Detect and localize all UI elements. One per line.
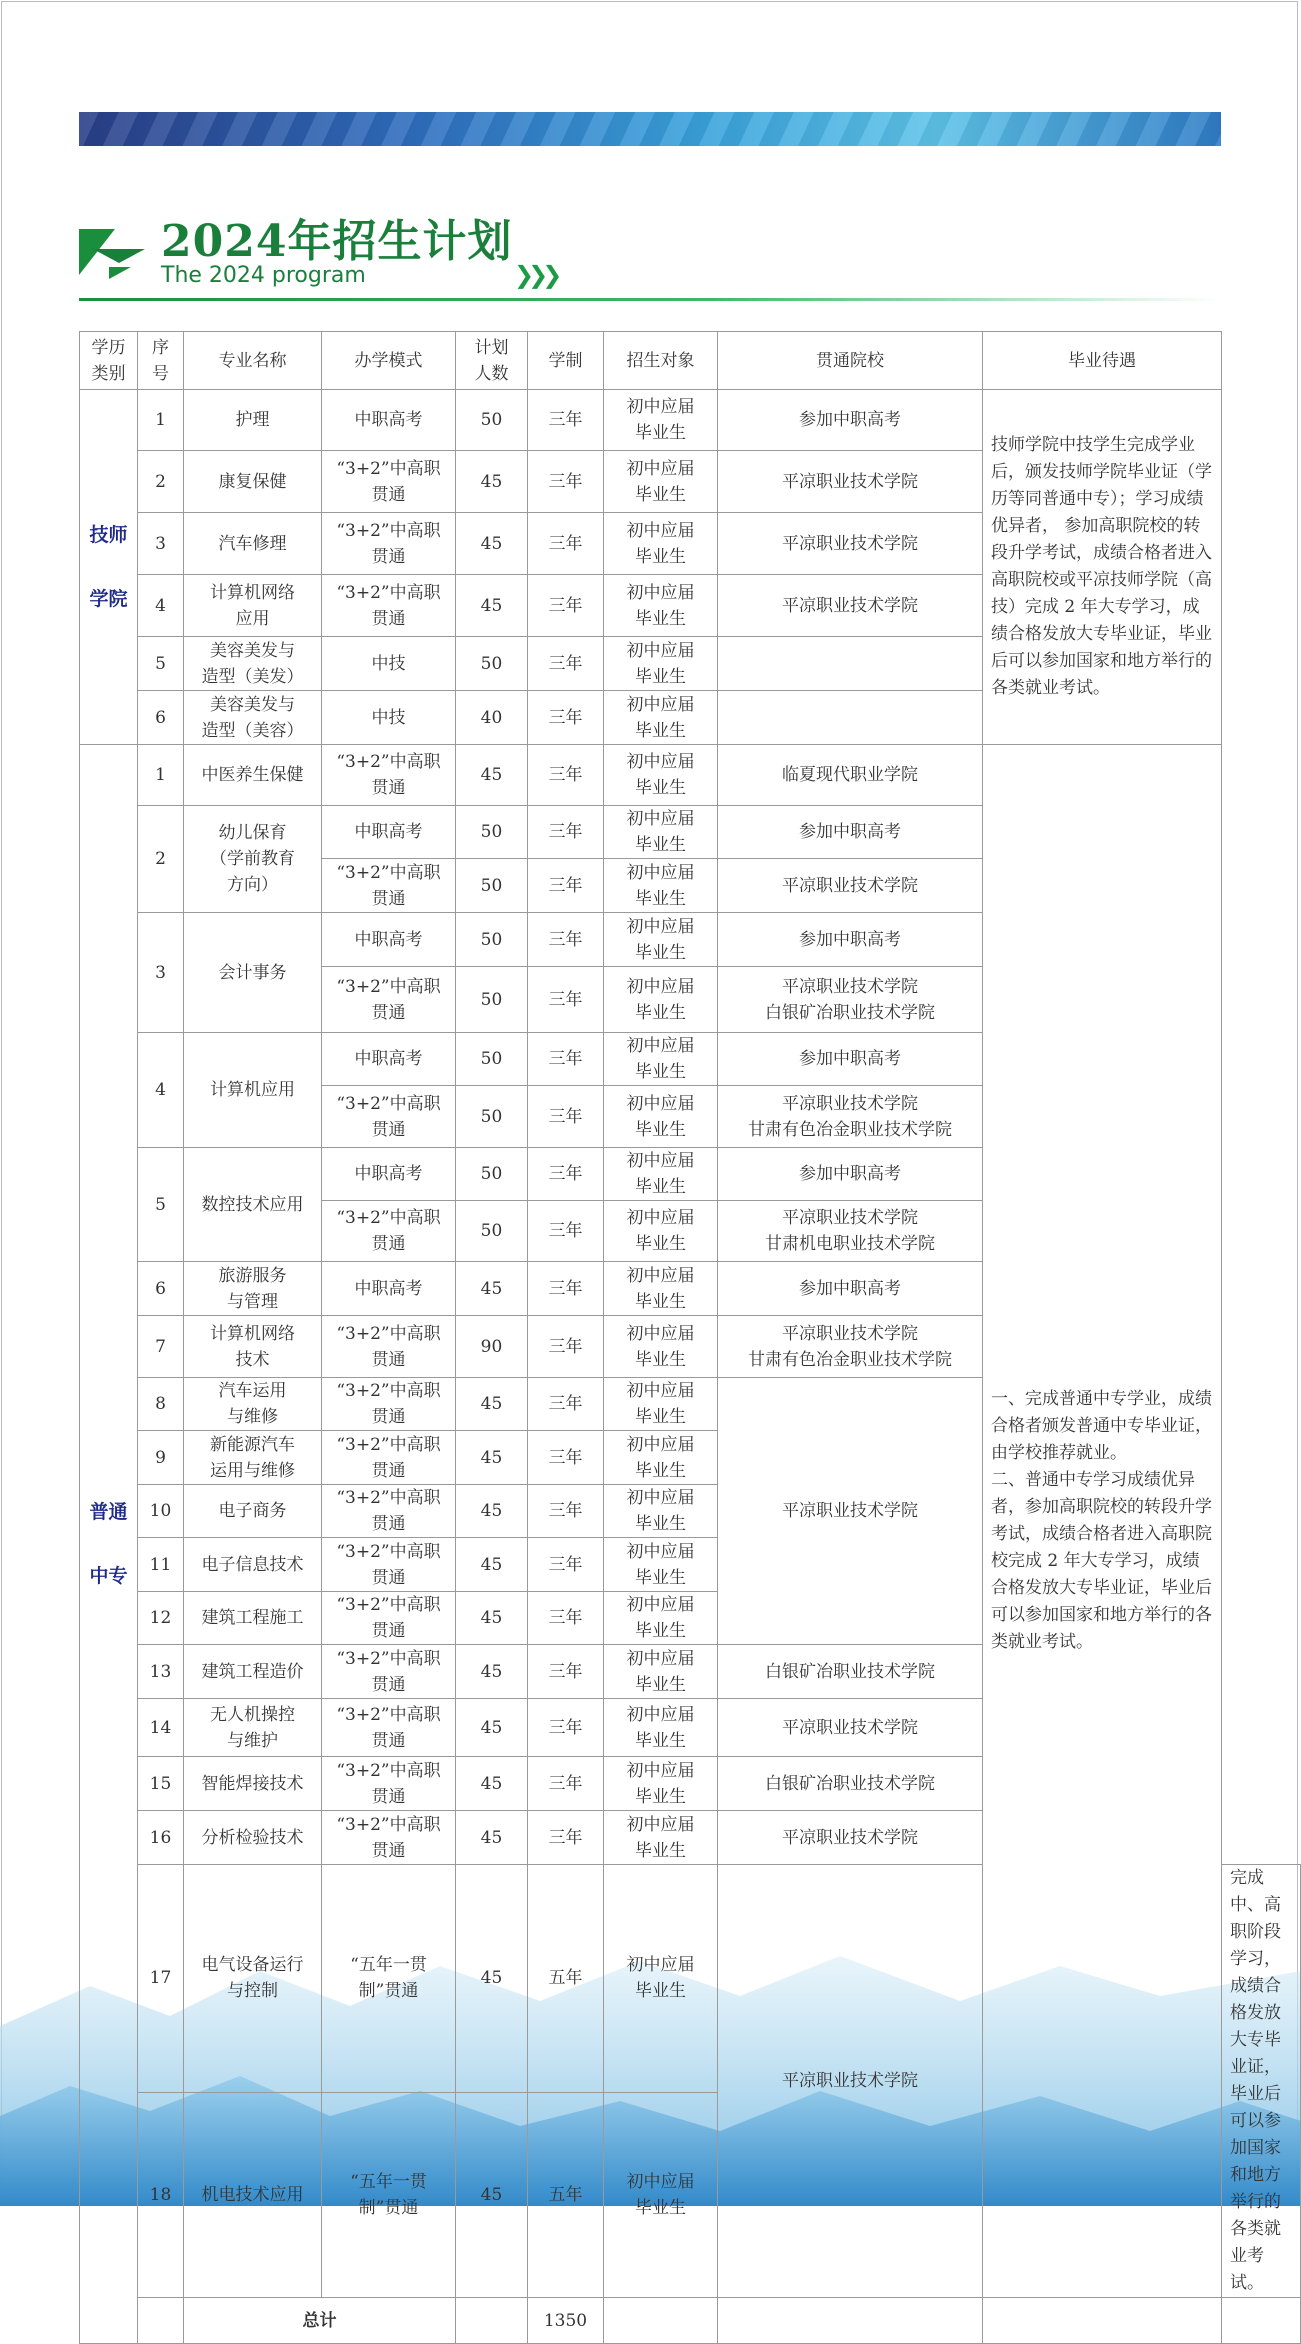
cell-count: 45 xyxy=(456,1538,528,1592)
cell-school: 平凉职业技术学院 xyxy=(718,451,983,513)
cell-target: 初中应届 毕业生 xyxy=(604,513,718,575)
cell-years: 三年 xyxy=(528,1316,604,1378)
cell-no: 13 xyxy=(138,1645,184,1699)
cell-major: 汽车运用 与维修 xyxy=(184,1378,322,1431)
cell-major: 康复保健 xyxy=(184,451,322,513)
header-no: 序 号 xyxy=(138,332,184,390)
cell-target: 初中应届 毕业生 xyxy=(604,745,718,806)
header-banner xyxy=(79,112,1221,146)
header-target: 招生对象 xyxy=(604,332,718,390)
cell-major: 机电技术应用 xyxy=(184,2092,322,2297)
cell-major: 计算机网络 应用 xyxy=(184,575,322,637)
cell-years: 三年 xyxy=(528,967,604,1033)
cell-years: 三年 xyxy=(528,913,604,967)
cell-count: 50 xyxy=(456,1086,528,1148)
cell-school: 白银矿冶职业技术学院 xyxy=(718,1757,983,1811)
category-normal: 普通 中专 xyxy=(80,745,138,2344)
cell-years: 三年 xyxy=(528,1431,604,1485)
cell-mode: “3+2”中高职 贯通 xyxy=(322,1378,456,1431)
cell-target: 初中应届 毕业生 xyxy=(604,1086,718,1148)
cell-target: 初中应届 毕业生 xyxy=(604,1148,718,1201)
cell-no: 11 xyxy=(138,1538,184,1592)
benefit-tech: 技师学院中技学生完成学业后，颁发技师学院毕业证（学历等同普通中专）；学习成绩优异者， 参加高职院校的转段升学考试，成绩合格者进入高职院校或平凉技师学院（高技）完成 2 年大专学习，成绩合格发放大专毕业证，毕业后可以参加国家和地方举行的各类就业考试。 xyxy=(983,390,1222,745)
cell-major: 幼儿保育 （学前教育 方向） xyxy=(184,806,322,913)
cell-count: 45 xyxy=(456,2092,528,2297)
cell-mode: 中职高考 xyxy=(322,1148,456,1201)
cell-mode: “五年一贯 制”贯通 xyxy=(322,1865,456,2093)
cell-major: 汽车修理 xyxy=(184,513,322,575)
cell-major: 数控技术应用 xyxy=(184,1148,322,1262)
cell-target: 初中应届 毕业生 xyxy=(604,451,718,513)
cell-target: 初中应届 毕业生 xyxy=(604,390,718,451)
cell-no: 7 xyxy=(138,1316,184,1378)
cell-mode: 中职高考 xyxy=(322,390,456,451)
cell-years: 三年 xyxy=(528,806,604,859)
cell-no: 3 xyxy=(138,913,184,1033)
page-title: 2024年招生计划 xyxy=(161,216,513,267)
cell-school xyxy=(718,691,983,745)
total-count: 1350 xyxy=(528,2298,604,2344)
cell-major: 护理 xyxy=(184,390,322,451)
cell-mode: “3+2”中高职 贯通 xyxy=(322,1757,456,1811)
cell-years: 三年 xyxy=(528,1485,604,1538)
cell-count: 45 xyxy=(456,1865,528,2093)
cell-school: 平凉职业技术学院 xyxy=(718,859,983,913)
cell-major: 美容美发与 造型（美容） xyxy=(184,691,322,745)
cell-count: 50 xyxy=(456,1201,528,1262)
cell-years: 三年 xyxy=(528,575,604,637)
cell-target: 初中应届 毕业生 xyxy=(604,1316,718,1378)
total-label: 总计 xyxy=(184,2298,456,2344)
cell-count: 45 xyxy=(456,1592,528,1645)
cell-mode: 中职高考 xyxy=(322,1033,456,1086)
cell-target: 初中应届 毕业生 xyxy=(604,859,718,913)
header-benefit: 毕业待遇 xyxy=(983,332,1222,390)
cell-major: 新能源汽车 运用与维修 xyxy=(184,1431,322,1485)
cell-mode: 中职高考 xyxy=(322,1262,456,1316)
cell-major: 计算机应用 xyxy=(184,1033,322,1148)
table-row xyxy=(80,390,1301,451)
cell-target: 初中应届 毕业生 xyxy=(604,1645,718,1699)
cell-count: 90 xyxy=(456,1316,528,1378)
arrow-logo-icon xyxy=(79,223,145,279)
table-header-row xyxy=(80,332,1301,390)
cell-years: 三年 xyxy=(528,1538,604,1592)
cell-no: 5 xyxy=(138,1148,184,1262)
cell-years: 三年 xyxy=(528,1378,604,1431)
header-mode: 办学模式 xyxy=(322,332,456,390)
cell-count: 45 xyxy=(456,1262,528,1316)
cell-years: 三年 xyxy=(528,1262,604,1316)
cell-target: 初中应届 毕业生 xyxy=(604,637,718,691)
cell-years: 三年 xyxy=(528,1148,604,1201)
cell-years: 五年 xyxy=(528,2092,604,2297)
cell-target: 初中应届 毕业生 xyxy=(604,1699,718,1757)
header-major: 专业名称 xyxy=(184,332,322,390)
total-row xyxy=(80,2298,1301,2344)
cell-school: 参加中职高考 xyxy=(718,390,983,451)
cell-no: 1 xyxy=(138,745,184,806)
header-years: 学制 xyxy=(528,332,604,390)
cell-mode: “3+2”中高职 贯通 xyxy=(322,451,456,513)
benefit-five-year: 完成中、高职阶段学习，成绩合格发放大专毕业证，毕业后可以参加国家和地方举行的各类就业考试。 xyxy=(1222,1865,1301,2298)
cell-target: 初中应届 毕业生 xyxy=(604,2092,718,2297)
cell-count: 45 xyxy=(456,1378,528,1431)
cell-no: 14 xyxy=(138,1699,184,1757)
cell-no: 16 xyxy=(138,1811,184,1865)
cell-no: 1 xyxy=(138,390,184,451)
cell-major: 电子商务 xyxy=(184,1485,322,1538)
cell-no: 3 xyxy=(138,513,184,575)
cell-mode: “3+2”中高职 贯通 xyxy=(322,1485,456,1538)
cell-target: 初中应届 毕业生 xyxy=(604,1033,718,1086)
cell-major: 计算机网络 技术 xyxy=(184,1316,322,1378)
cell-years: 三年 xyxy=(528,1201,604,1262)
header-school: 贯通院校 xyxy=(718,332,983,390)
cell-count: 45 xyxy=(456,745,528,806)
cell-school: 平凉职业技术学院 xyxy=(718,1699,983,1757)
cell-count: 50 xyxy=(456,967,528,1033)
cell-no: 6 xyxy=(138,1262,184,1316)
cell-no: 2 xyxy=(138,806,184,913)
cell-school: 平凉职业技术学院 xyxy=(718,1865,983,2298)
cell-mode: 中技 xyxy=(322,691,456,745)
cell-years: 三年 xyxy=(528,390,604,451)
heading-divider xyxy=(79,298,1221,301)
cell-no: 5 xyxy=(138,637,184,691)
cell-mode: 中职高考 xyxy=(322,806,456,859)
cell-school: 平凉职业技术学院 甘肃有色冶金职业技术学院 xyxy=(718,1316,983,1378)
cell-target: 初中应届 毕业生 xyxy=(604,691,718,745)
cell-target: 初中应届 毕业生 xyxy=(604,1592,718,1645)
cell-mode: “3+2”中高职 贯通 xyxy=(322,575,456,637)
chevrons-icon: ❯❯❯ xyxy=(514,261,557,289)
cell-target: 初中应届 毕业生 xyxy=(604,1811,718,1865)
cell-target: 初中应届 毕业生 xyxy=(604,575,718,637)
cell-school: 平凉职业技术学院 xyxy=(718,1811,983,1865)
cell-count: 45 xyxy=(456,1645,528,1699)
cell-major: 电子信息技术 xyxy=(184,1538,322,1592)
cell-no: 4 xyxy=(138,1033,184,1148)
benefit-normal: 一、完成普通中专学业，成绩合格者颁发普通中专毕业证，由学校推荐就业。 二、普通中专学习成绩优异者，参加高职院校的转段升学考试，成绩合格者进入高职院校完成 2 年大专学习，成绩合格发放大专毕业证，毕业后可以参加国家和地方举行的各类就业考试。 xyxy=(983,745,1222,2298)
cell-school: 白银矿冶职业技术学院 xyxy=(718,1645,983,1699)
cell-years: 三年 xyxy=(528,1757,604,1811)
cell-target: 初中应届 毕业生 xyxy=(604,967,718,1033)
cell-mode: 中技 xyxy=(322,637,456,691)
category-tech: 技师 学院 xyxy=(80,390,138,745)
cell-count: 50 xyxy=(456,806,528,859)
header-count: 计划 人数 xyxy=(456,332,528,390)
cell-target: 初中应届 毕业生 xyxy=(604,1538,718,1592)
cell-years: 三年 xyxy=(528,451,604,513)
cell-no: 6 xyxy=(138,691,184,745)
cell-school: 参加中职高考 xyxy=(718,806,983,859)
table-row xyxy=(80,745,1301,806)
cell-school: 平凉职业技术学院 甘肃机电职业技术学院 xyxy=(718,1201,983,1262)
cell-no: 12 xyxy=(138,1592,184,1645)
cell-mode: 中职高考 xyxy=(322,913,456,967)
cell-count: 45 xyxy=(456,1811,528,1865)
cell-no: 4 xyxy=(138,575,184,637)
cell-school: 参加中职高考 xyxy=(718,1262,983,1316)
cell-major: 会计事务 xyxy=(184,913,322,1033)
cell-major: 建筑工程造价 xyxy=(184,1645,322,1699)
cell-major: 电气设备运行 与控制 xyxy=(184,1865,322,2093)
cell-years: 三年 xyxy=(528,1811,604,1865)
enrollment-table xyxy=(79,331,1301,2344)
cell-major: 旅游服务 与管理 xyxy=(184,1262,322,1316)
cell-years: 三年 xyxy=(528,859,604,913)
cell-mode: “3+2”中高职 贯通 xyxy=(322,1201,456,1262)
cell-years: 三年 xyxy=(528,637,604,691)
header-category: 学历 类别 xyxy=(80,332,138,390)
cell-mode: “3+2”中高职 贯通 xyxy=(322,1592,456,1645)
cell-target: 初中应届 毕业生 xyxy=(604,1201,718,1262)
cell-no: 15 xyxy=(138,1757,184,1811)
cell-years: 三年 xyxy=(528,1645,604,1699)
cell-major: 分析检验技术 xyxy=(184,1811,322,1865)
cell-count: 45 xyxy=(456,1699,528,1757)
cell-mode: “3+2”中高职 贯通 xyxy=(322,1086,456,1148)
cell-mode: “3+2”中高职 贯通 xyxy=(322,859,456,913)
cell-count: 50 xyxy=(456,1148,528,1201)
cell-target: 初中应届 毕业生 xyxy=(604,806,718,859)
page-subtitle: The 2024 program xyxy=(161,263,366,288)
cell-major: 建筑工程施工 xyxy=(184,1592,322,1645)
cell-school: 平凉职业技术学院 xyxy=(718,575,983,637)
cell-mode: “3+2”中高职 贯通 xyxy=(322,1811,456,1865)
cell-mode: “五年一贯 制”贯通 xyxy=(322,2092,456,2297)
cell-count: 50 xyxy=(456,1033,528,1086)
cell-school: 平凉职业技术学院 xyxy=(718,513,983,575)
cell-school: 参加中职高考 xyxy=(718,1033,983,1086)
cell-school xyxy=(718,637,983,691)
cell-count: 45 xyxy=(456,1485,528,1538)
cell-school: 参加中职高考 xyxy=(718,913,983,967)
cell-no: 10 xyxy=(138,1485,184,1538)
cell-no: 9 xyxy=(138,1431,184,1485)
cell-school: 平凉职业技术学院 甘肃有色冶金职业技术学院 xyxy=(718,1086,983,1148)
cell-target: 初中应届 毕业生 xyxy=(604,1757,718,1811)
cell-years: 三年 xyxy=(528,745,604,806)
cell-years: 三年 xyxy=(528,691,604,745)
cell-major: 中医养生保健 xyxy=(184,745,322,806)
cell-mode: “3+2”中高职 贯通 xyxy=(322,1645,456,1699)
cell-years: 三年 xyxy=(528,1592,604,1645)
cell-target: 初中应届 毕业生 xyxy=(604,1485,718,1538)
cell-mode: “3+2”中高职 贯通 xyxy=(322,967,456,1033)
cell-major: 美容美发与 造型（美发） xyxy=(184,637,322,691)
cell-count: 40 xyxy=(456,691,528,745)
cell-count: 50 xyxy=(456,390,528,451)
section-heading xyxy=(79,205,1221,305)
cell-years: 五年 xyxy=(528,1865,604,2093)
cell-no: 17 xyxy=(138,1865,184,2093)
cell-no: 8 xyxy=(138,1378,184,1431)
cell-school: 平凉职业技术学院 白银矿冶职业技术学院 xyxy=(718,967,983,1033)
cell-target: 初中应届 毕业生 xyxy=(604,1865,718,2093)
cell-mode: “3+2”中高职 贯通 xyxy=(322,745,456,806)
cell-count: 45 xyxy=(456,513,528,575)
cell-school: 平凉职业技术学院 xyxy=(718,1378,983,1645)
cell-no: 2 xyxy=(138,451,184,513)
cell-mode: “3+2”中高职 贯通 xyxy=(322,1699,456,1757)
cell-target: 初中应届 毕业生 xyxy=(604,1431,718,1485)
cell-years: 三年 xyxy=(528,1699,604,1757)
cell-target: 初中应届 毕业生 xyxy=(604,1378,718,1431)
cell-count: 50 xyxy=(456,637,528,691)
cell-major: 智能焊接技术 xyxy=(184,1757,322,1811)
cell-major: 无人机操控 与维护 xyxy=(184,1699,322,1757)
cell-target: 初中应届 毕业生 xyxy=(604,913,718,967)
cell-years: 三年 xyxy=(528,1086,604,1148)
cell-years: 三年 xyxy=(528,1033,604,1086)
cell-count: 45 xyxy=(456,1757,528,1811)
cell-mode: “3+2”中高职 贯通 xyxy=(322,1431,456,1485)
cell-mode: “3+2”中高职 贯通 xyxy=(322,1316,456,1378)
cell-school: 临夏现代职业学院 xyxy=(718,745,983,806)
cell-mode: “3+2”中高职 贯通 xyxy=(322,1538,456,1592)
cell-no: 18 xyxy=(138,2092,184,2297)
cell-school: 参加中职高考 xyxy=(718,1148,983,1201)
cell-count: 50 xyxy=(456,913,528,967)
cell-target: 初中应届 毕业生 xyxy=(604,1262,718,1316)
cell-count: 50 xyxy=(456,859,528,913)
cell-count: 45 xyxy=(456,1431,528,1485)
cell-count: 45 xyxy=(456,575,528,637)
cell-years: 三年 xyxy=(528,513,604,575)
cell-mode: “3+2”中高职 贯通 xyxy=(322,513,456,575)
cell-count: 45 xyxy=(456,451,528,513)
